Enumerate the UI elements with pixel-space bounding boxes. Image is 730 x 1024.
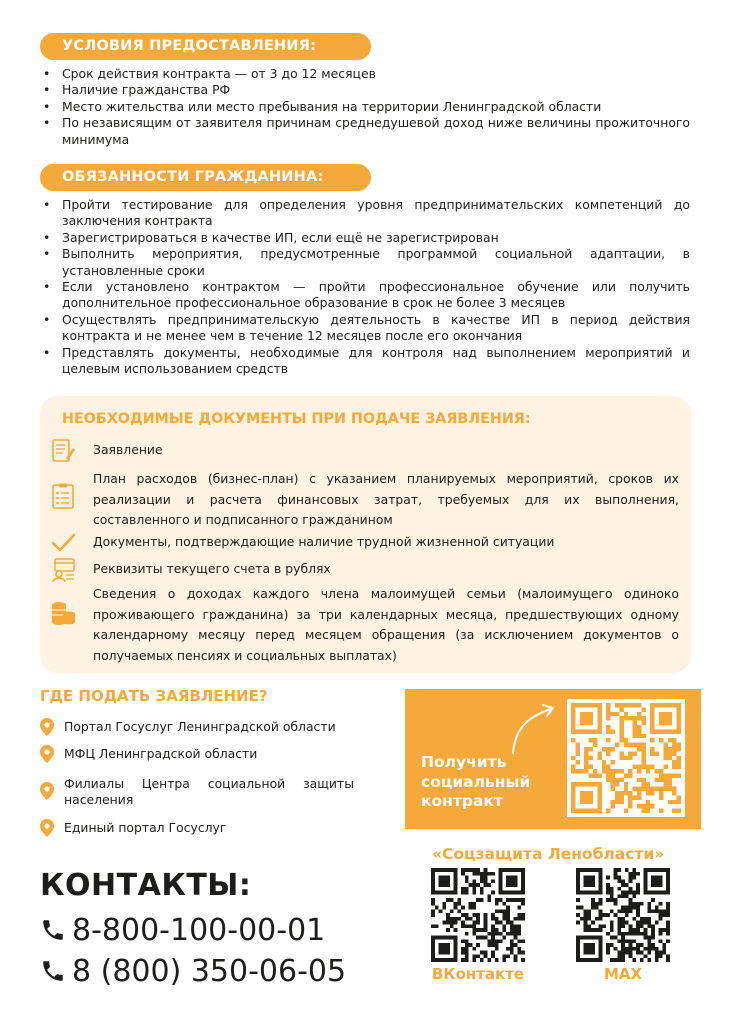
place-text: Портал Госуслуг Ленинградской области — [64, 719, 336, 734]
document-text: Реквизиты текущего счета в рублях — [93, 561, 331, 576]
arrow-icon — [505, 699, 565, 757]
conditions-list — [40, 66, 690, 148]
bank-card-icon — [50, 557, 76, 583]
social-link-vk[interactable]: ВКонтакте — [431, 965, 525, 983]
duties-title: ОБЯЗАННОСТИ ГРАЖДАНИНА: — [40, 164, 371, 191]
max-qr-code[interactable] — [576, 868, 670, 962]
location-pin-icon — [40, 782, 54, 800]
documents-box — [40, 396, 691, 673]
location-pin-icon — [40, 718, 54, 736]
contacts-title: КОНТАКТЫ: — [40, 868, 252, 903]
list-item: • Если установлено контрактом — пройти профессиональное обучение или получить дополнительное профессиональное образование в срок не более 3 месяцев — [40, 279, 690, 312]
document-text: План расходов (бизнес-план) с указанием планируемых мероприятий, сроков их реализации и расчета финансовых затрат, требуемых для их выполнения, составленного и подписанного гражданином — [93, 471, 679, 527]
location-pin-icon — [40, 745, 54, 763]
list-item: • Пройти тестирование для определения уровня предпринимательских компетенций до заключения контракта — [40, 197, 690, 230]
document-text: Документы, подтверждающие наличие трудной жизненной ситуации — [93, 534, 555, 549]
conditions-title: УСЛОВИЯ ПРЕДОСТАВЛЕНИЯ: — [40, 33, 371, 60]
social-contract-qr-code[interactable] — [567, 699, 685, 817]
social-link-max[interactable]: MAX — [603, 965, 643, 983]
documents-title: НЕОБХОДИМЫЕ ДОКУМЕНТЫ ПРИ ПОДАЧЕ ЗАЯВЛЕНИЯ: — [62, 411, 531, 427]
document-text: Заявление — [93, 442, 163, 457]
place-text: Единый портал Госуслуг — [64, 820, 227, 835]
phone-icon — [40, 916, 66, 944]
list-item: • По независящим от заявителя причинам среднедушевой доход ниже величины прожиточного минимума — [40, 115, 690, 148]
qr-code-icon — [576, 868, 670, 962]
qr-code-icon — [431, 868, 525, 962]
document-text: Сведения о доходах каждого члена малоимущей семьи (малоимущего одиноко проживающего гражданина) за три календарных месяца, предшествующих одному календарному месяцу перед месяцем обращения (за исключением документов о получаемых пенсиях и социальных выплатах) — [93, 586, 679, 663]
phone-number[interactable]: 8-800-100-00-01 — [40, 912, 325, 950]
checkmark-icon — [50, 530, 76, 556]
social-title: «Соцзащита Ленобласти» — [432, 845, 665, 863]
list-item: • Зарегистрироваться в качестве ИП, если ещё не зарегистрирован — [40, 230, 690, 246]
qr-call-to-action: Получить социальный контракт — [421, 753, 531, 810]
list-item: • Осуществлять предпринимательскую деятельность в качестве ИП в период действия контракта и не менее чем в течение 12 месяцев после его окончания — [40, 312, 690, 345]
qr-code-icon — [571, 703, 681, 813]
list-item: • Срок действия контракта — от 3 до 12 месяцев — [40, 66, 690, 82]
place-text: МФЦ Ленинградской области — [64, 746, 258, 761]
list-item: • Наличие гражданства РФ — [40, 82, 690, 98]
social-contract-qr-panel — [405, 689, 701, 829]
location-pin-icon — [40, 819, 54, 837]
vk-qr-code[interactable] — [431, 868, 525, 962]
phone-number[interactable]: 8 (800) 350-06-05 — [40, 953, 346, 991]
place-text: Филиалы Центра социальной защиты населения — [64, 776, 354, 807]
coins-icon — [50, 600, 76, 626]
duties-list — [40, 197, 690, 377]
list-item: • Место жительства или место пребывания на территории Ленинградской области — [40, 99, 690, 115]
where-title: ГДЕ ПОДАТЬ ЗАЯВЛЕНИЕ? — [40, 687, 268, 705]
checklist-icon — [50, 483, 76, 509]
list-item: • Выполнить мероприятия, предусмотренные программой социальной адаптации, в установленные сроки — [40, 246, 690, 279]
list-item: • Представлять документы, необходимые для контроля над выполнением мероприятий и целевым использованием средств — [40, 345, 690, 378]
application-form-icon — [50, 438, 76, 464]
phone-icon — [40, 957, 66, 985]
